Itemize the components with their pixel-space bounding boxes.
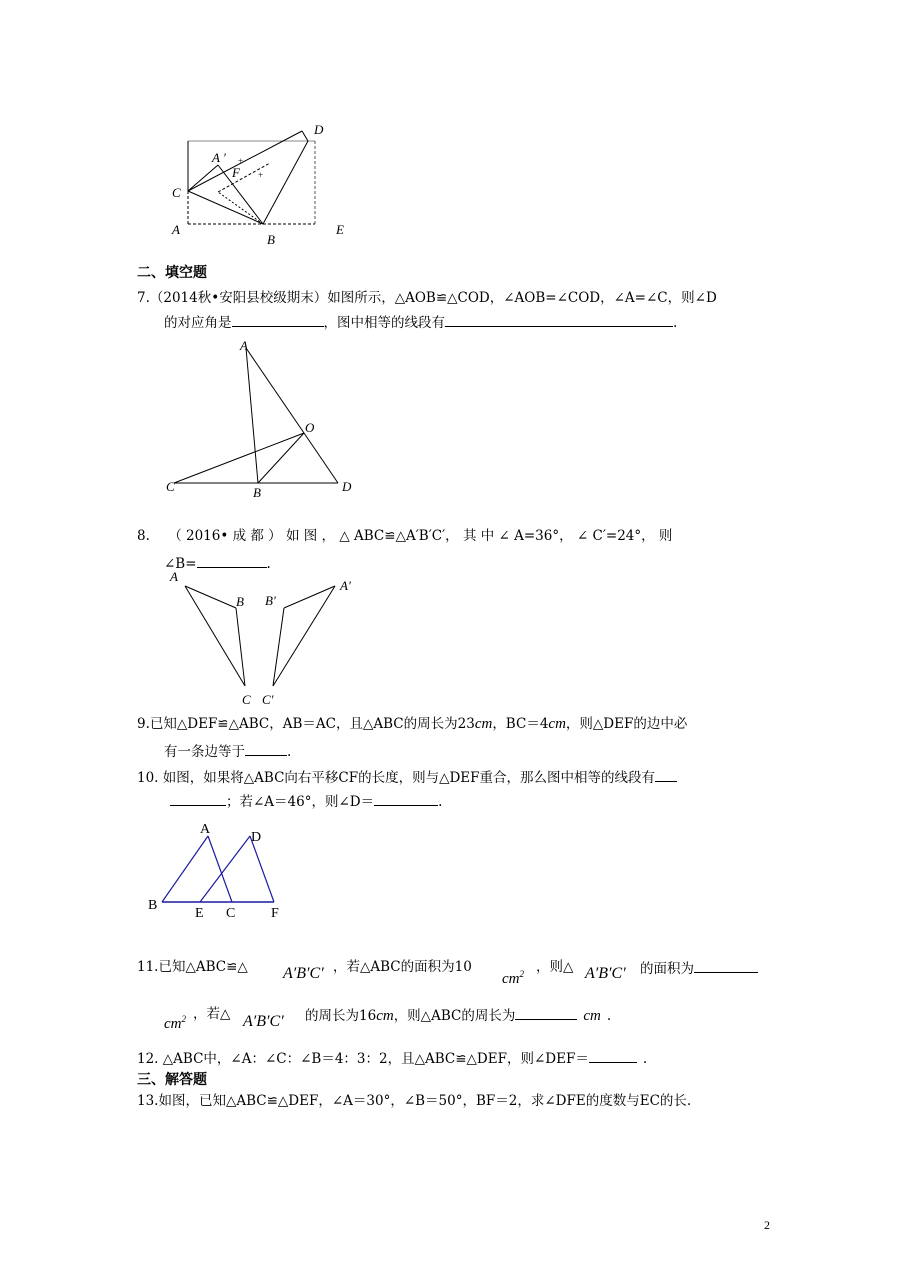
q13: 13.如图，已知△ABC≌△DEF，∠A＝30°，∠B＝50°，BF＝2，求∠DFE的度数与EC的长. <box>137 1093 692 1109</box>
q10-line1: 10. 如图，如果将△ABC向右平移CF的长度，则与△DEF重合，那么图中相等的线段有 <box>137 767 677 787</box>
fig4-label-E: E <box>195 906 204 921</box>
q10-line2: ；若∠A＝46°，则∠D＝ . <box>170 791 442 811</box>
q11-line1d: 的面积为 <box>640 958 758 978</box>
fig4-label-A: A <box>200 822 211 837</box>
q11-line1b: ，若△ABC的面积为10 <box>333 959 472 975</box>
fig1-label-F: F <box>232 165 240 180</box>
fig4-label-B: B <box>148 898 158 913</box>
fig2-label-A: A <box>240 338 248 353</box>
fig3-label-B-prime: B′ <box>265 593 276 608</box>
q11-tri-2: A′B′C′ <box>585 965 626 982</box>
q9-blank[interactable] <box>245 741 287 756</box>
svg-text:+: + <box>258 170 264 180</box>
section2-title: 二、填空题 <box>137 265 207 281</box>
q11-line2a: ，若△ <box>193 1006 231 1022</box>
fig3-label-C: C <box>242 692 251 707</box>
q10-blank-1a[interactable] <box>655 767 677 782</box>
fig4-label-F: F <box>271 906 279 921</box>
fig1-label-D: D <box>314 122 324 137</box>
fig3-label-A-prime: A′ <box>340 578 351 593</box>
fig4-label-D: D <box>251 830 262 845</box>
q9-line2: 有一条边等于 . <box>164 741 291 761</box>
q11-unit-sq-1: $cm^2$ <box>502 969 524 987</box>
figure-translated-triangles <box>140 818 300 928</box>
q9-line1: 9.已知△DEF≌△ABC，AB＝AC，且△ABC的周长为23cm，BC＝4cm，则△DEF的边中必 <box>137 716 688 732</box>
page-number: 2 <box>764 1218 770 1232</box>
q11-line1c: ，则△ <box>536 959 574 975</box>
q10-blank-2[interactable] <box>374 791 438 806</box>
fig1-label-C: C <box>172 185 181 200</box>
svg-text:+: + <box>238 156 244 166</box>
q10-blank-1b[interactable] <box>170 791 226 806</box>
q7-blank-2[interactable] <box>445 312 673 327</box>
fig2-label-B: B <box>253 485 261 500</box>
fig2-label-C: C <box>166 479 175 494</box>
q11-tri-1: A′B′C′ <box>283 965 324 982</box>
fig1-label-E: E <box>336 222 344 237</box>
q8-line1: 8. （ 2016• 成 都 ） 如 图 ， △ ABC≌△A′B′C′， 其 中 ∠ A=36°， ∠ C′=24°， 则 <box>137 528 673 544</box>
q11-line1: 11.已知△ABC≌△ <box>137 959 248 975</box>
q12: 12. △ABC中，∠A：∠C：∠B＝4：3：2，且△ABC≌△DEF，则∠DEF＝ . <box>137 1048 647 1068</box>
q7-line1: 7.（2014秋•安阳县校级期末）如图所示，△AOB≌△COD，∠AOB=∠COD，∠A=∠C，则∠D <box>137 290 717 306</box>
q11-blank-1[interactable] <box>694 958 758 973</box>
section3-title: 三、解答题 <box>137 1072 207 1088</box>
q11-line2b: 的周长为16cm，则△ABC的周长为 cm . <box>305 1005 611 1025</box>
q11-blank-2[interactable] <box>515 1005 577 1020</box>
fig1-label-A-prime: A ′ <box>212 150 226 165</box>
fig1-label-B: B <box>267 232 275 247</box>
fig3-label-C-prime: C′ <box>262 692 274 707</box>
fig2-label-D: D <box>342 479 352 494</box>
figure-congruent-triangles-abc <box>160 566 370 711</box>
q8-line2: ∠B= . <box>164 553 271 573</box>
fig2-label-O: O <box>305 420 315 435</box>
fig3-label-B: B <box>236 594 244 609</box>
fig1-label-A: A <box>172 222 180 237</box>
q7-blank-1[interactable] <box>232 312 324 327</box>
figure-rectangle-fold <box>160 118 360 250</box>
q11-unit-sq-2: $cm^2$ <box>164 1014 186 1032</box>
fig3-label-A: A <box>170 569 178 584</box>
q11-tri-3: A′B′C′ <box>243 1013 284 1030</box>
fig4-label-C: C <box>226 906 236 921</box>
figure-triangles-aob-cod <box>160 335 370 505</box>
q7-line2: 的对应角是 ，图中相等的线段有 . <box>164 312 677 332</box>
q12-blank[interactable] <box>589 1048 637 1063</box>
